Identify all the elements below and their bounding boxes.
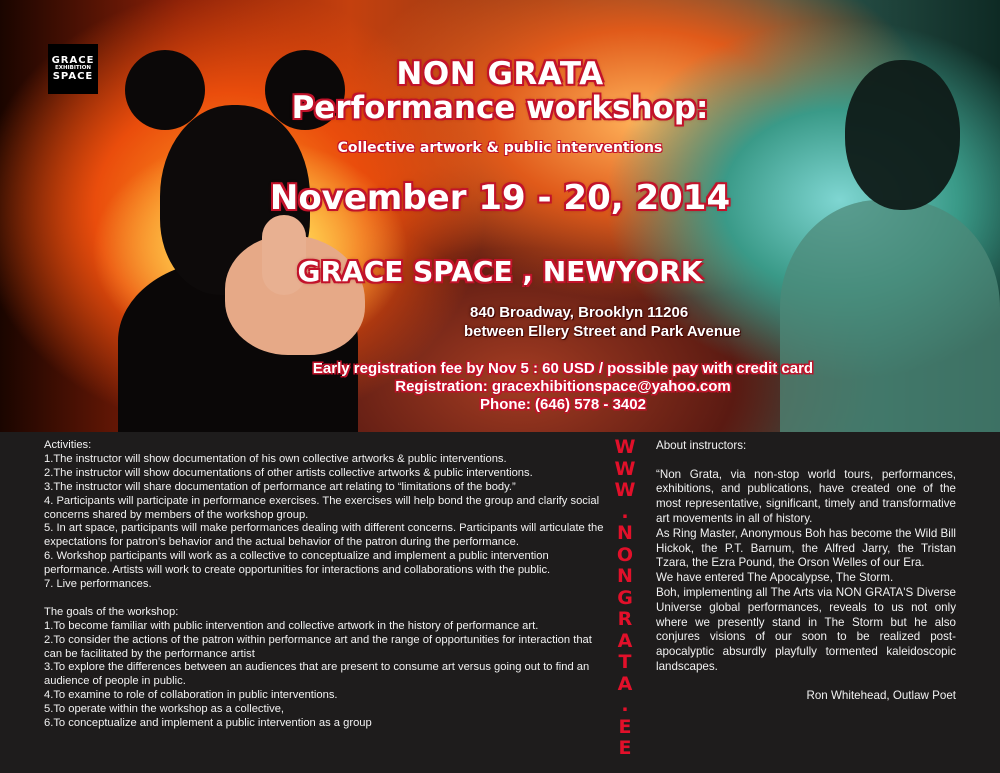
website-char: N	[617, 522, 633, 544]
activity-item: 7. Live performances.	[44, 578, 152, 591]
bio-paragraph: “Non Grata, via non-stop world tours, performances, exhibitions, and publications, have created one of the most representative, significant, timely and transformative art movements in all of history.	[656, 467, 956, 526]
goals-list	[44, 620, 604, 731]
bio-paragraph: We have entered The Apocalypse, The Storm.	[656, 571, 894, 585]
registration-fee: Early registration fee by Nov 5 : 60 USD / possible pay with credit card	[312, 360, 814, 377]
bio-paragraph: Boh, implementing all The Arts via NON GRATA'S Diverse Universe global performances, reveals to us not only where we presently stand in The Storm but he also conjures visions of our soon to be realized post-apocalyptic absurdly playfully tormented kaleidoscopic landscapes.	[656, 586, 956, 674]
website-char: T	[618, 651, 632, 673]
instructors-heading: About instructors:	[656, 439, 747, 452]
quote-signature: Ron Whitehead, Outlaw Poet	[806, 688, 956, 702]
website-char: A	[617, 629, 633, 652]
poster-dates: November 19 - 20, 2014	[269, 178, 731, 218]
activity-item: 3.The instructor will share documentation of performance art relating to “limitations of the body.”	[44, 480, 516, 493]
website-char: A	[617, 672, 633, 695]
goals-heading: The goals of the workshop:	[44, 605, 179, 618]
goal-item: 3.To explore the differences between an audiences that are present to consume art versus going out to find an audience of people in public.	[44, 661, 590, 688]
website-char: N	[617, 565, 633, 587]
goal-item: 4.To examine to role of collaboration in public interventions.	[44, 689, 338, 702]
website-char: O	[616, 543, 634, 566]
workshop-details	[44, 439, 604, 731]
website-char: W	[614, 479, 636, 501]
logo-line-1: GRACE	[51, 55, 95, 67]
website-char: W	[614, 436, 636, 458]
registration-phone: Phone: (646) 578 - 3402	[480, 396, 646, 413]
logo-line-2: EXHIBITION	[55, 65, 91, 72]
website-char: G	[617, 586, 633, 609]
website-char: .	[621, 500, 629, 523]
instructors-section	[656, 439, 956, 704]
logo-line-3: SPACE	[52, 70, 94, 82]
venue-cross-streets: between Ellery Street and Park Avenue	[464, 323, 741, 340]
poster-subtitle: Collective artwork & public interventions	[337, 140, 663, 156]
activity-item: 2.The instructor will show documentations of other artists collective artworks & public interventions.	[44, 466, 533, 479]
bio-paragraph: As Ring Master, Anonymous Boh has become the Wild Bill Hickok, the P.T. Barnum, the Alfred Jarry, the Tristan Tzara, the Ezra Pound, the Orson Welles of our Era.	[656, 526, 956, 570]
goal-item: 2.To consider the actions of the patron within performance art and the range of opportunities for interaction that can be facilitated by the performance artist	[44, 633, 592, 660]
website-char: E	[618, 715, 632, 738]
website-char: .	[621, 694, 629, 716]
activities-list	[44, 453, 604, 592]
venue-address: 840 Broadway, Brooklyn 11206	[470, 304, 689, 321]
goal-item: 5.To operate within the workshop as a collective,	[44, 703, 285, 716]
activity-item: 5. In art space, participants will make performances dealing with different concerns. Participants will articulate the expectations for patron’s behavior and the actual behavior of the patron during the performance.	[44, 522, 604, 549]
website-char: E	[618, 737, 632, 759]
website-char: W	[614, 457, 636, 480]
registration-email: Registration: gracexhibitionspace@yahoo.com	[395, 378, 731, 395]
poster-title-2: Performance workshop:	[291, 90, 709, 126]
goal-item: 1.To become familiar with public intervention and collective artwork in the history of performance art.	[44, 619, 539, 632]
activity-item: 6. Workshop participants will work as a collective to conceptualize and implement a public intervention performance. Artists will work to create opportunities for interactions and collaborations with the public.	[44, 550, 551, 577]
activity-item: 4. Participants will participate in performance exercises. The exercises will help bond the group and clarify social concerns shared by members of the workshop group.	[44, 494, 600, 521]
activities-heading: Activities:	[44, 439, 92, 451]
poster-title: NON GRATA	[396, 56, 604, 92]
poster-venue: GRACE SPACE , NEWYORK	[297, 255, 703, 288]
website-vertical-text	[610, 437, 640, 760]
goal-item: 6.To conceptualize and implement a public intervention as a group	[44, 717, 372, 730]
activity-item: 1.The instructor will show documentation of his own collective artworks & public interventions.	[44, 452, 507, 465]
website-char: R	[617, 608, 633, 630]
instructors-bio	[656, 468, 956, 675]
